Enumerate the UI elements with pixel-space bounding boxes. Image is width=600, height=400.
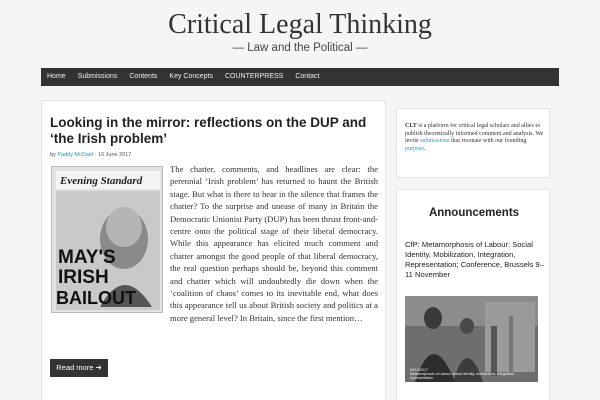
announcement-image-caption-1: IWT/A2017 [410, 368, 428, 372]
submissions-link[interactable]: submissions [420, 138, 450, 145]
newspaper-image [52, 167, 163, 313]
post-author-link[interactable]: Paddy McDaid [57, 152, 94, 158]
announcements-title: Announcements [428, 207, 520, 219]
announcement-item-title[interactable]: CfP: Metamorphosis of Labour: Social Identity, Mobilization, Integration, Representation; Conference, Brussels 9–11 November [405, 240, 544, 279]
about-widget [396, 108, 550, 178]
thumbnail-headline-3: BAILOUT [56, 288, 136, 308]
announcement-image-caption-2: Metamorphosis of Labour: social identity, mobilization, integration, representation [410, 372, 515, 380]
nav-submissions[interactable]: Submissions [77, 73, 118, 80]
announcement-image-caption [410, 368, 538, 380]
thumbnail-headline-1: MAY'S [58, 247, 116, 268]
nav-home[interactable]: Home [47, 73, 66, 80]
post-card [41, 100, 386, 400]
thumbnail-headline-2: IRISH [58, 267, 109, 288]
thumbnail-masthead: Evening Standard [60, 175, 143, 187]
post-title[interactable]: Looking in the mirror: reflections on the DUP and ‘the Irish problem’ [50, 115, 367, 146]
post-date: 16 June 2017 [98, 152, 132, 158]
post-thumbnail[interactable] [51, 166, 163, 313]
purpose-link[interactable]: purpose [405, 145, 424, 152]
post-meta [50, 152, 131, 158]
read-more-button[interactable]: Read more ➜ [50, 359, 108, 377]
site-tagline: — Law and the Political — [232, 42, 368, 54]
post-meta-prefix: by [50, 152, 56, 158]
main-navigation [41, 68, 559, 86]
nav-counterpress[interactable]: COUNTERPRESS [225, 73, 284, 80]
nav-contents[interactable]: Contents [129, 73, 158, 80]
post-excerpt: The chatter, comments, and headlines are clear: the perennial ‘Irish problem’ has returned to haunt the British stage. But what is there to hear in the silence that frames the chatter? To the surprise and unease of many in Britain the Democratic Unionist Party (DUP) has been thrust front-and-centre onto the political stage of their liberal democracy. While this appearance has elicited much comment and chatter amongst the good people of that liberal democracy, the real question perhaps should be, beyond this comment and chatter which will undoubtedly die down when the ‘coalition of chaos’ comes to its inevitable end, what does this appearance tell us about British society and politics at a more general level? In Britain, since the first mention… [170, 164, 378, 323]
site-title[interactable]: Critical Legal Thinking [168, 9, 432, 40]
about-text-1: is a platform for critical legal scholars and allies to publish theoretically informed comment and analysis. We invite [405, 123, 544, 145]
post-meta-separator: · [94, 152, 97, 158]
about-abbr: CLT [405, 123, 417, 129]
about-text-3: . [424, 145, 426, 152]
announcements-widget [396, 189, 550, 400]
nav-key-concepts[interactable]: Key Concepts [169, 73, 213, 80]
about-text-2: that resonate with our founding [449, 138, 527, 145]
nav-contact[interactable]: Contact [295, 73, 320, 80]
announcement-image[interactable] [405, 296, 538, 382]
about-text [405, 123, 545, 153]
